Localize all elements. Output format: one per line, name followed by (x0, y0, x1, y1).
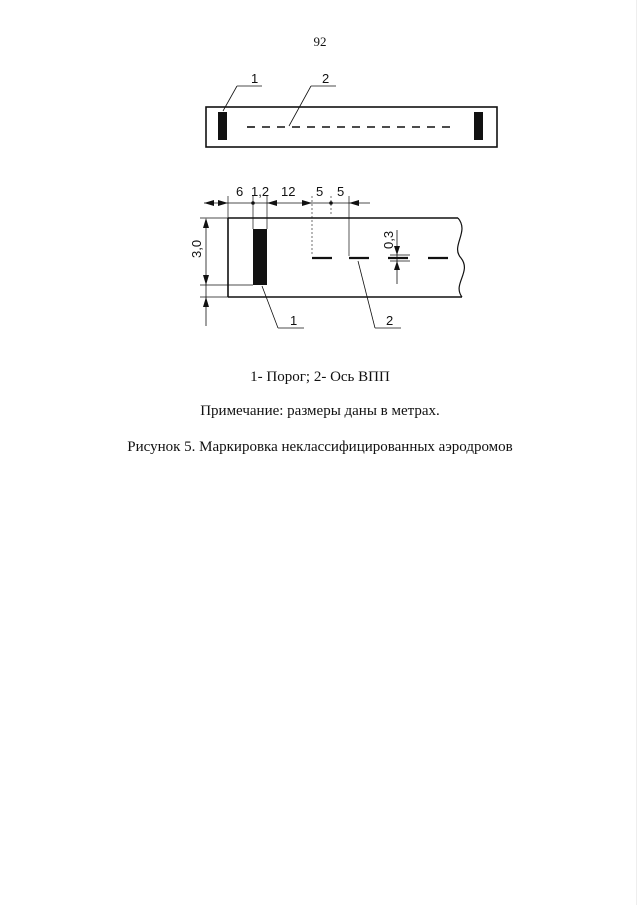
dim-label-6: 6 (236, 184, 244, 199)
callout-2-top: 2 (322, 71, 330, 86)
dim-label-5b: 5 (337, 184, 345, 199)
detail-dimension-labels (189, 184, 396, 328)
callout-1-detail: 1 (290, 313, 298, 328)
dim-label-12: 12 (281, 184, 296, 199)
runway-overview (206, 86, 497, 147)
scan-edge-line (636, 0, 637, 905)
threshold-mark-left (218, 112, 227, 140)
runway-marking-figure (0, 0, 640, 360)
dim-label-5a: 5 (316, 184, 324, 199)
dim-label-0-3: 0,3 (381, 230, 396, 249)
figure-note: Примечание: размеры даны в метрах. (200, 403, 440, 419)
callout-2-detail: 2 (386, 313, 394, 328)
runway-detail (200, 196, 464, 328)
callout-1-top: 1 (251, 71, 259, 86)
page-number: 92 (313, 34, 327, 49)
dim-label-3-0: 3,0 (189, 239, 204, 258)
threshold-bar (253, 229, 267, 285)
dim-label-1-2: 1,2 (251, 184, 270, 199)
figure-caption: Рисунок 5. Маркировка неклассифицированных аэродромов (127, 439, 513, 455)
figure-legend: 1- Порог; 2- Ось ВПП (250, 369, 390, 385)
threshold-mark-right (474, 112, 483, 140)
